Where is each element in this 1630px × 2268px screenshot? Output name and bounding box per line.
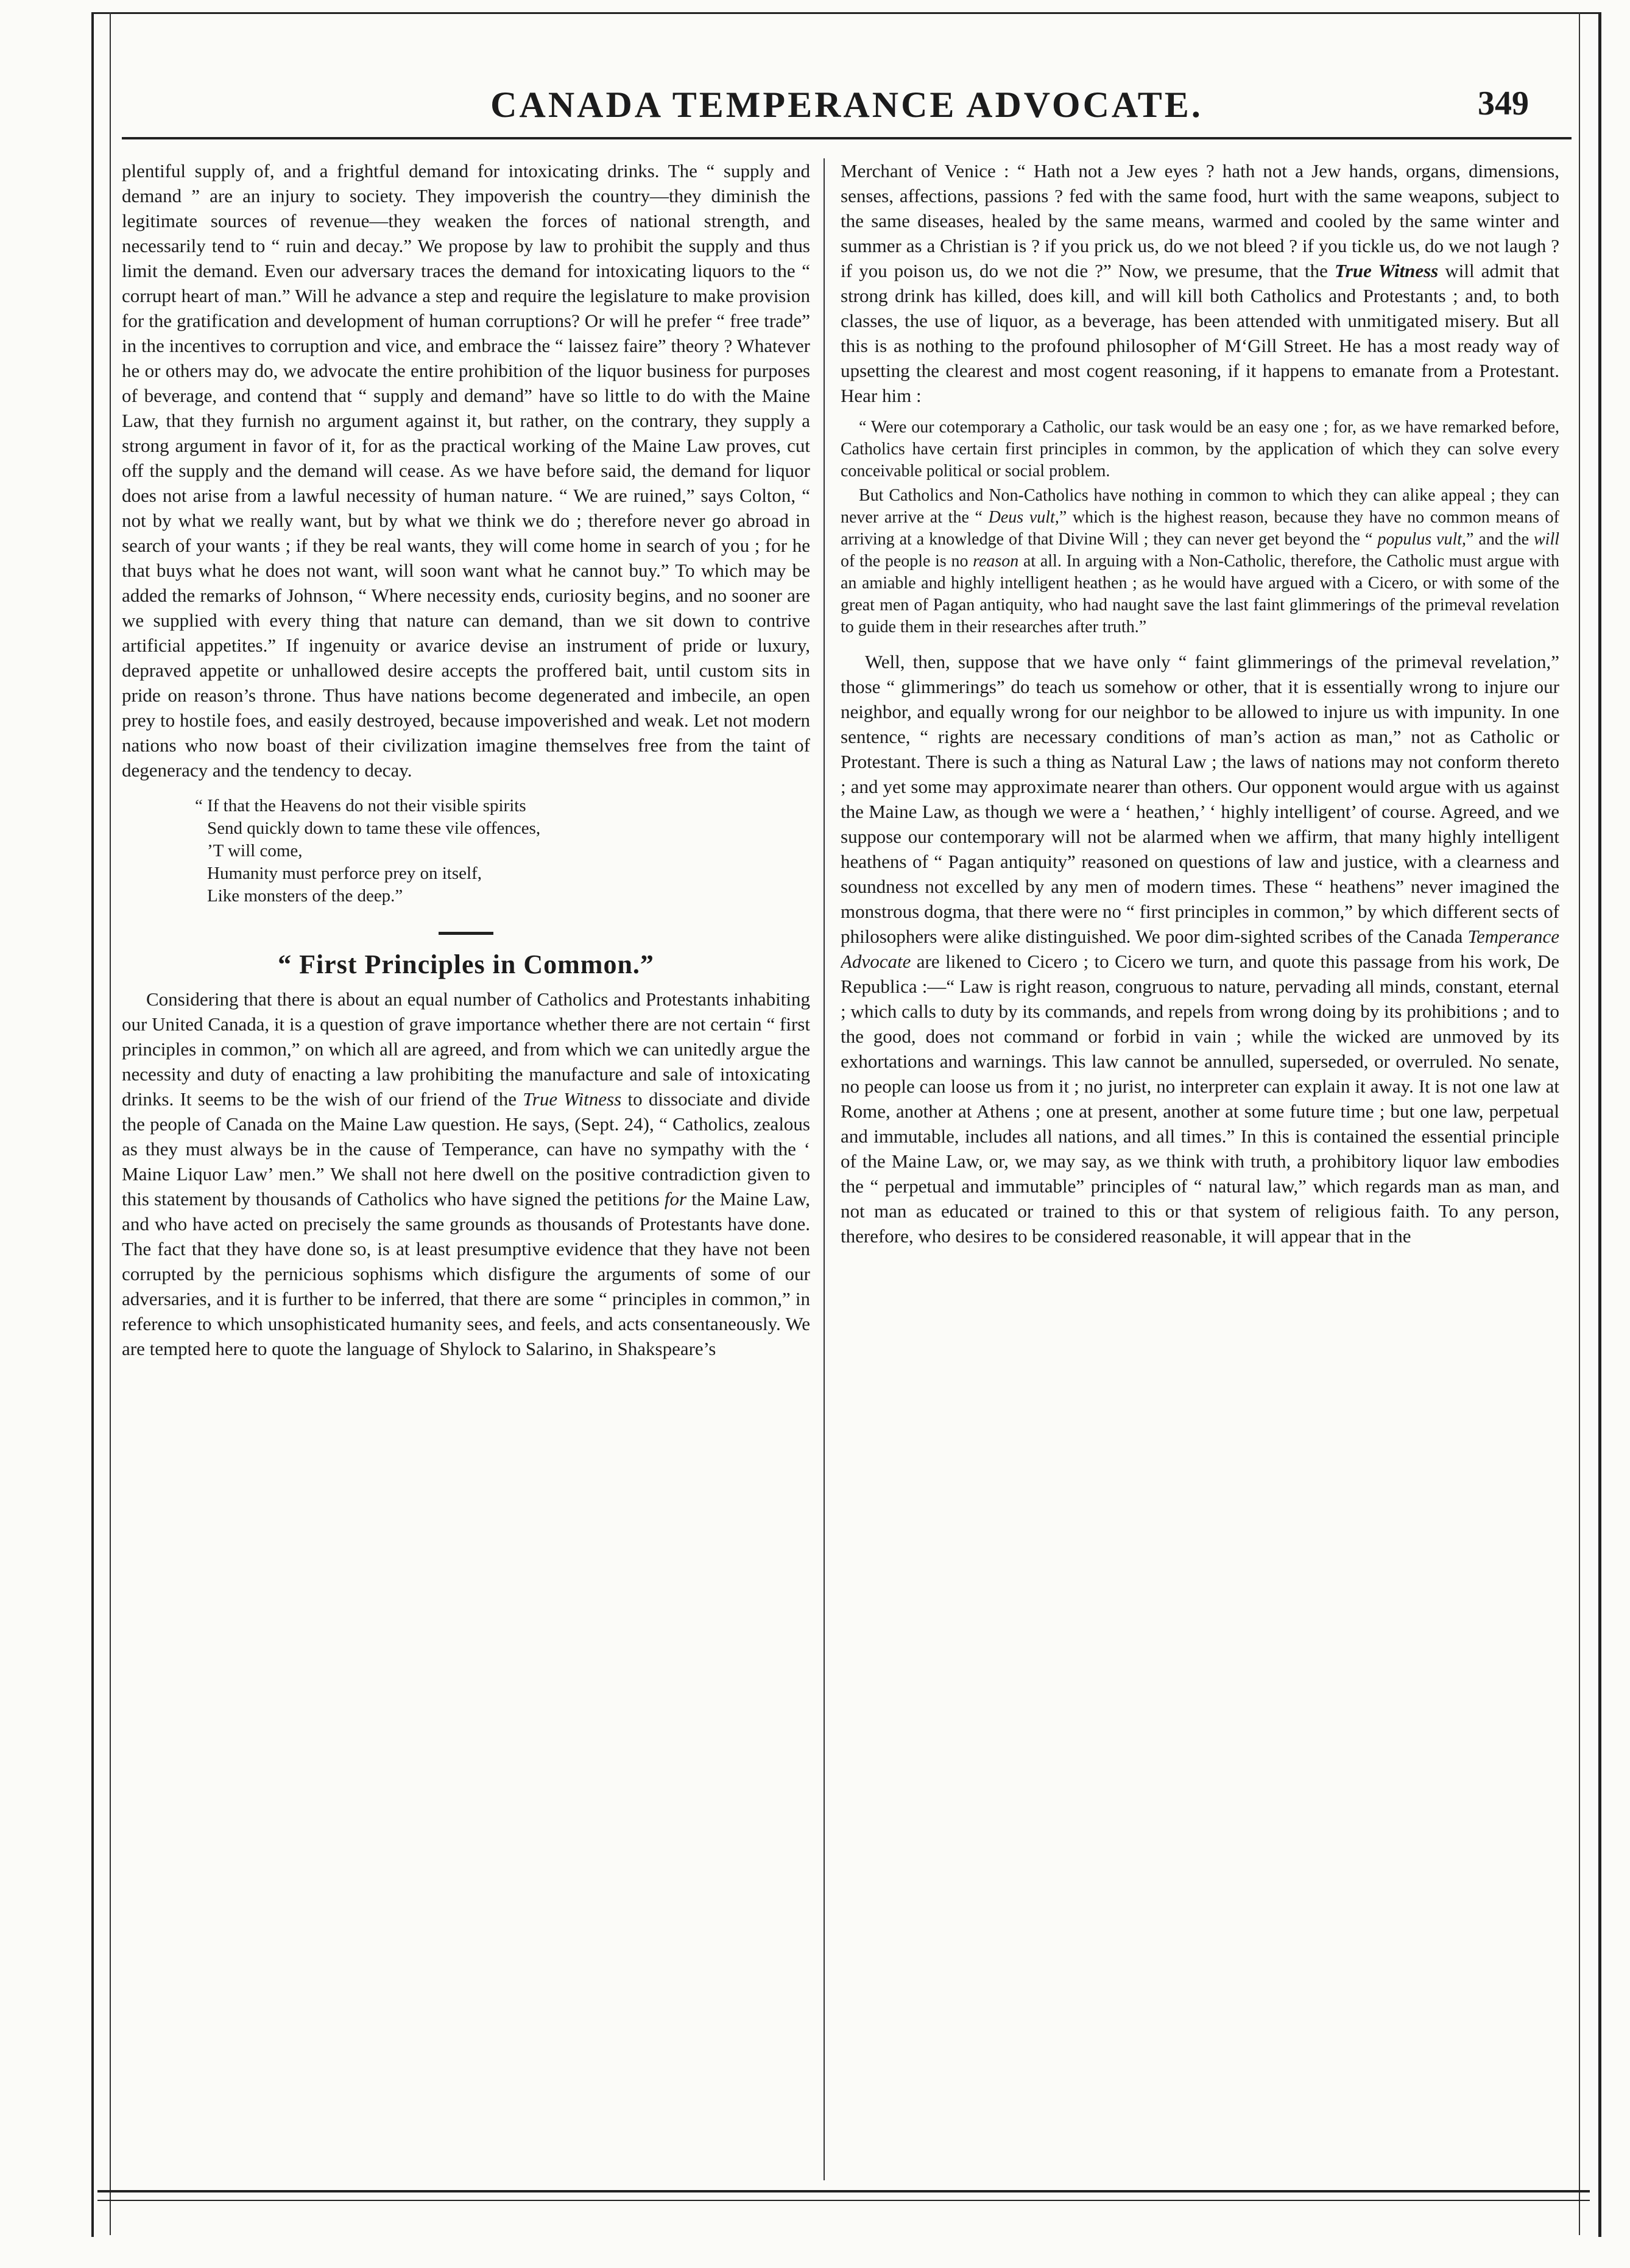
paragraph-supply-demand: plentiful supply of, and a frightful demand for intoxicating drinks. The “ supply and demand ” are an injury to society. They impoverish the country—they diminish the legitimate sources of revenue—they weaken the forces of national strength, and necessarily tend to “ ruin and decay.” We propose by law to prohibit the supply and thus limit the demand. Even our adversary traces the demand for intoxicating liquors to the “ corrupt heart of man.” Will he advance a step and require the legislature to make provision for the gratification and development of human corruptions? Or will he prefer “ free trade” in the incentives to corruption and vice, and embrace the “ laissez faire” theory ? Whatever he or others may do, we advocate the entire prohibition of the liquor business for purposes of beverage, and contend that “ supply and demand” have so little to do with the Maine Law, that they furnish no argument against it, but rather, on the contrary, they supply a strong argument in favor of it, for as the practical working of the Maine Law proves, cut off the supply and the demand will cease. As we have before said, the demand for liquor does not arise from a lawful necessity of human nature. “ We are ruined,” says Colton, “ not by what we really want, but by what we think we do ; therefore never go abroad in search of your wants ; if they be real wants, they will come home in search of you ; for he that buys what he does not want, will soon want what he cannot buy.” To which may be added the remarks of Johnson, “ Where necessity ends, curiosity begins, and no sooner are we supplied with every thing that nature can demand, than we sit down to contrive artificial appetites.” If ingenuity or avarice devise an instrument of pride or luxury, depraved appetite or unhallowed desire accepts the proffered bait, until custom sits in pride on reason’s throne. Thus have nations become degenerated and imbecile, an open prey to hostile foes, and easily destroyed, because impoverished and weak. Let not modern nations who now boast of their civilization imagine themselves free from the taint of degeneracy and the tendency to decay. <box>122 160 810 781</box>
verse-quotation <box>195 795 810 907</box>
text-run: to dissociate and divide the people of Canada on the Maine Law question. He says, (Sept. 24), “ Catholics, zealous as they must always be in the cause of Temperance, can have no sympathy with the ‘ Maine Liquor Law’ men.” We shall not here dwell on the positive contradiction given to this statement by thousands of Catholics who have signed the petitions <box>122 1088 810 1210</box>
page-number: 349 <box>1478 85 1529 122</box>
text-run: at all. In arguing with a Non-Catholic, therefore, the Catholic must argue with an amiable and highly intelligent heathen ; as he would have argued with a Cicero, or with some of the great men of Pagan antiquity, who had naught save the last faint glimmerings of the primeval revelation to guide them in their researches after truth.” <box>841 552 1559 636</box>
text-run: Merchant of Venice : “ Hath not a Jew eyes ? hath not a Jew hands, organs, dimensions, senses, affections, passions ? fed with the same food, hurt with the same weapons, subject to the same diseases, healed by the same means, warmed and cooled by the same winter and summer as a Christian is ? if you prick us, do we not bleed ? if you tickle us, do we not laugh ? if you poison us, do we not die ?” Now, we presume, that the <box>841 160 1559 281</box>
left-column <box>122 158 810 2180</box>
text-run: Well, then, suppose that we have only “ faint glimmerings of the primeval revelation,” those “ glimmerings” do teach us somehow or other, that it is essentially wrong to injure our neighbor, and equally wrong for our neighbor to be allowed to injure us with impunity. In one sentence, “ rights are necessary conditions of man’s action as man,” not as Catholic or Protestant. There is such a thing as Natural Law ; the laws of nations may not conform thereto ; and yet some may approximate nearer than others. Our opponent would argue with us against the Maine Law, as though we were a ‘ heathen,’ ‘ highly intelligent’ of course. Agreed, and we suppose our contemporary will not be alarmed when we affirm, that many highly intelligent heathens of “ Pagan antiquity” reasoned on questions of law and justice, with a clearness and soundness not excelled by any men of modern times. These “ heathens” never imagined the monstrous dogma, that there were no “ first principles in common,” by which different sects of philosophers were alike distinguished. We poor dim-sighted scribes of the Canada <box>841 651 1559 947</box>
text-run: ,” which is the highest reason, because they have no common means of arriving at a knowledge of that Divine Will ; they can never get beyond the “ <box>841 508 1559 549</box>
paragraph-first-principles <box>122 987 810 1361</box>
text-run-italic: True Witness <box>1335 260 1439 281</box>
text-run-italic: True Witness <box>523 1088 622 1110</box>
text-run: of the people is no <box>841 552 973 571</box>
text-run: Considering that there is about an equal number of Catholics and Protestants inhabiting our United Canada, it is a question of grave importance whether there are not certain “ first principles in common,” on which all are agreed, and from which we can unitedly argue the necessity and duty of enacting a law prohibiting the manufacture and sale of intoxicating drinks. It seems to be the wish of our friend of the <box>122 988 810 1110</box>
right-column <box>841 158 1559 2180</box>
footer-rule-thin <box>97 2200 1590 2201</box>
text-run-italic: populus vult <box>1377 530 1462 549</box>
column-divider <box>824 158 825 2180</box>
text-run: the Maine Law, and who have acted on precisely the same grounds as thousands of Protestants have done. The fact that they have done so, is at least presumptive evidence that they have not been corrupted by the pernicious sophisms which disfigure the arguments of some of our adversaries, and it is further to be inferred, that there are some “ principles in common,” in reference to which unsophisticated humanity sees, and feels, and acts consentaneously. We are tempted here to quote the language of Shylock to Salarino, in Shakspeare’s <box>122 1188 810 1359</box>
verse-line: Send quickly down to tame these vile offences, <box>207 819 541 838</box>
article-title: “ First Principles in Common.” <box>278 949 654 979</box>
block-quotation <box>841 417 1559 638</box>
text-run: But Catholics and Non-Catholics have nothing in common to which they can alike appeal ; they can never arrive at the “ <box>841 486 1559 527</box>
footer-rule <box>97 2190 1590 2192</box>
text-run: are likened to Cicero ; to Cicero we turn, and quote this passage from his work, De Republica :—“ Law is right reason, congruous to nature, pervading all minds, constant, eternal ; which calls to duty by its commands, and repels from wrong doing by its prohibitions ; and to the good, does not command or forbid in vain ; while the wicked are unmoved by its exhortations and warnings. This law cannot be annulled, superseded, or overruled. No senate, no people can loose us from it ; no jurist, no interpreter can explain it away. It is not one law at Rome, another at Athens ; one at present, another at some future time ; but one law, perpetual and immutable, includes all nations, and all times.” In this is contained the essential principle of the Maine Law, or, we may say, as we think with truth, a prohibitory liquor law embodies the “ perpetual and immutable” principles of “ natural law,” which regards man as man, and not man as educated or trained to this or that system of religious faith. To any person, therefore, who desires to be considered reasonable, it will appear that in the <box>841 951 1559 1247</box>
text-run-italic: Deus vult <box>988 508 1055 527</box>
verse-line: ’T will come, <box>207 841 303 861</box>
quote-paragraph: “ Were our cotemporary a Catholic, our task would be an easy one ; for, as we have remarked before, Catholics have certain first principles in common, by the application of which they can solve every conceivable political or social problem. <box>841 418 1559 481</box>
verse-line: Humanity must perforce prey on itself, <box>207 864 482 883</box>
paragraph-shylock <box>841 158 1559 408</box>
page-header <box>122 73 1572 140</box>
verse-line: “ If that the Heavens do not their visible spirits <box>195 796 526 815</box>
text-run-italic: for <box>664 1188 687 1210</box>
section-divider <box>439 932 493 935</box>
quote-paragraph <box>841 485 1559 638</box>
text-run-italic: reason <box>973 552 1019 571</box>
header-rule <box>122 137 1572 139</box>
paragraph-natural-law <box>841 649 1559 1248</box>
text-run-italic: will <box>1534 530 1559 549</box>
text-run-italic: Temperance Advocate <box>841 926 1559 972</box>
text-run: ,” and the <box>1462 530 1534 549</box>
text-run: will admit that strong drink has killed, does kill, and will kill both Catholics and Protestants ; and, to both classes, the use of liquor, as a beverage, has been attended with unmitigated misery. But all this is as nothing to the profound philosopher of M‘Gill Street. He has a most ready way of upsetting the clearest and most cogent reasoning, if it happens to emanate from a Protestant. Hear him : <box>841 260 1559 406</box>
verse-line: Like monsters of the deep.” <box>207 886 403 906</box>
publication-title: CANADA TEMPERANCE ADVOCATE. <box>490 85 1203 125</box>
